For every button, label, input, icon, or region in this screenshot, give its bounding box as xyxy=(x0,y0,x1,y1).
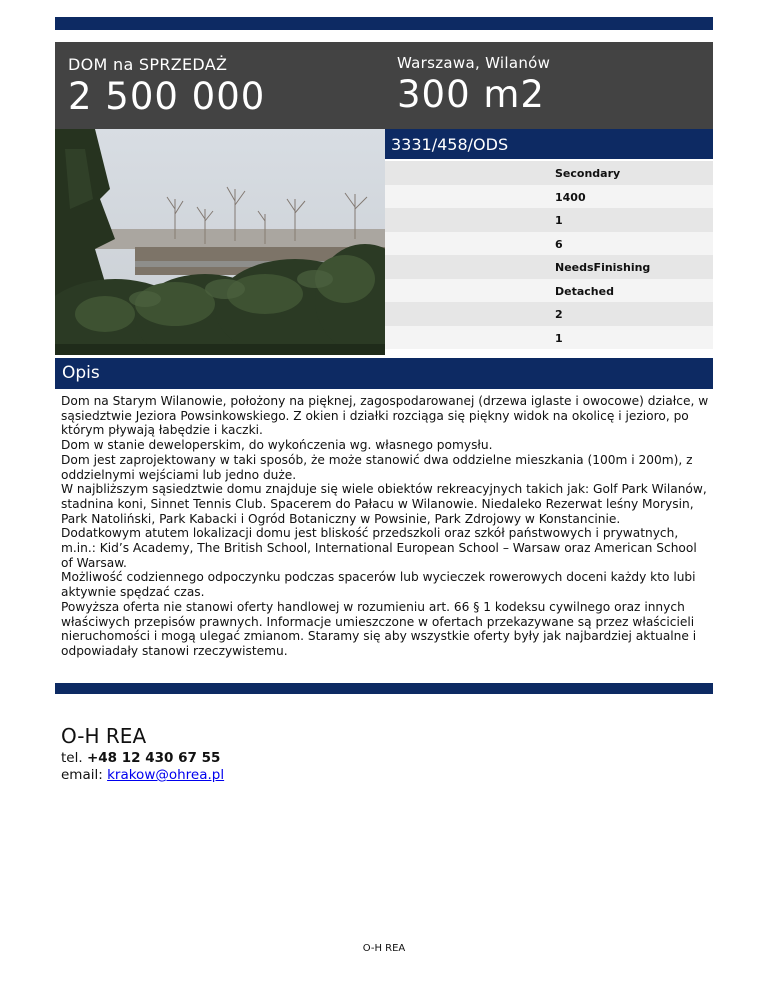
agency-name: O-H REA xyxy=(61,724,147,748)
email-link[interactable]: krakow@ohrea.pl xyxy=(107,767,225,783)
listing-type: DOM na SPRZEDAŻ xyxy=(68,55,228,74)
email-line xyxy=(61,767,224,784)
price-block xyxy=(55,42,385,129)
description-heading: Opis xyxy=(62,363,100,383)
param-row xyxy=(385,302,713,326)
param-condition: NeedsFinishing xyxy=(555,261,651,274)
param-row xyxy=(385,161,713,185)
param-row xyxy=(385,232,713,256)
description-paragraph: Dom w stanie deweloperskim, do wykończenia wg. własnego pomysłu. xyxy=(61,438,493,453)
description-paragraph: Dom na Starym Wilanowie, położony na pięknej, zagospodarowanej (drzewa iglaste i owocowe) działce, w sąsiedztwie Jeziora Powsinkowskiego. Z okien i działki rozciąga się piękny widok na okolicę i jezioro, po którym pływają łabędzie i kaczki. xyxy=(61,394,709,438)
param-row xyxy=(385,208,713,232)
phone-label: tel. xyxy=(61,750,83,766)
param-row xyxy=(385,326,713,350)
description-paragraph: Możliwość codziennego odpoczynku podczas spacerów lub wycieczek rowerowych doceni każdy kto lubi aktywnie spędzać czas. xyxy=(61,570,696,600)
listing-header xyxy=(55,42,713,129)
description-paragraph: Dom jest zaprojektowany w taki sposób, że może stanowić dwa oddzielne mieszkania (100m i 200m), z oddzielnymi wejściami lub jedno duże. xyxy=(61,452,693,482)
reference-bar xyxy=(385,129,713,159)
description-paragraph: W najbliższym sąsiedztwie domu znajduje się wiele obiektów rekreacyjnych takich jak: Golf Park Wilanów, stadnina koni, Sinnet Tennis Club. Spacerem do Pałacu w Wilanowie. Niedaleko Rezerwat leśny Morysin, Park Natoliński, Park Kabacki i Ogród Botaniczny w Powsinie, Park Zdrojowy w Konstancinie. xyxy=(61,482,707,526)
param-value: 1 xyxy=(555,214,563,227)
param-row xyxy=(385,185,713,209)
location: Warszawa, Wilanów xyxy=(397,54,551,72)
description-paragraph: Dodatkowym atutem lokalizacji domu jest bliskość przedszkoli oraz szkół państwowych i prywatnych, m.in.: Kid’s Academy, The British School, International European School – Warsaw oraz American School of Warsaw. xyxy=(61,526,697,570)
param-building-type: Detached xyxy=(555,284,614,298)
param-row xyxy=(385,279,713,303)
price: 2 500 000 xyxy=(68,75,266,118)
location-block xyxy=(385,42,713,129)
page-footer: O-H REA xyxy=(362,943,406,954)
param-plot-area: 1400 xyxy=(555,190,586,204)
property-photo xyxy=(55,129,385,355)
area: 300 m2 xyxy=(397,73,545,116)
description-paragraph: Powyższa oferta nie stanowi oferty handlowej w rozumieniu art. 66 § 1 kodeksu cywilnego oraz innych właściwych przepisów prawnych. Informacje umieszczone w ofertach przekazywane są przez właścicieli nieruchomości i mogą ulegać zmianom. Staramy się aby wszystkie oferty były jak najbardziej aktualne i odpowiadały stanowi rzeczywistemu. xyxy=(61,599,697,658)
reference-number: 3331/458/ODS xyxy=(391,135,509,154)
agency-contact xyxy=(61,724,224,784)
phone-number: +48 12 430 67 55 xyxy=(86,750,221,766)
property-params xyxy=(385,161,713,349)
param-row xyxy=(385,255,713,279)
email-label: email: xyxy=(61,767,103,783)
phone-line xyxy=(61,750,224,767)
description-text xyxy=(61,394,709,659)
param-value: 1 xyxy=(555,331,563,345)
param-rooms: 6 xyxy=(555,237,563,251)
param-value: 2 xyxy=(555,308,563,321)
param-market: Secondary xyxy=(555,167,621,180)
bottom-accent-bar xyxy=(55,683,713,694)
top-accent-bar xyxy=(55,17,713,30)
description-heading-bar xyxy=(55,358,713,389)
